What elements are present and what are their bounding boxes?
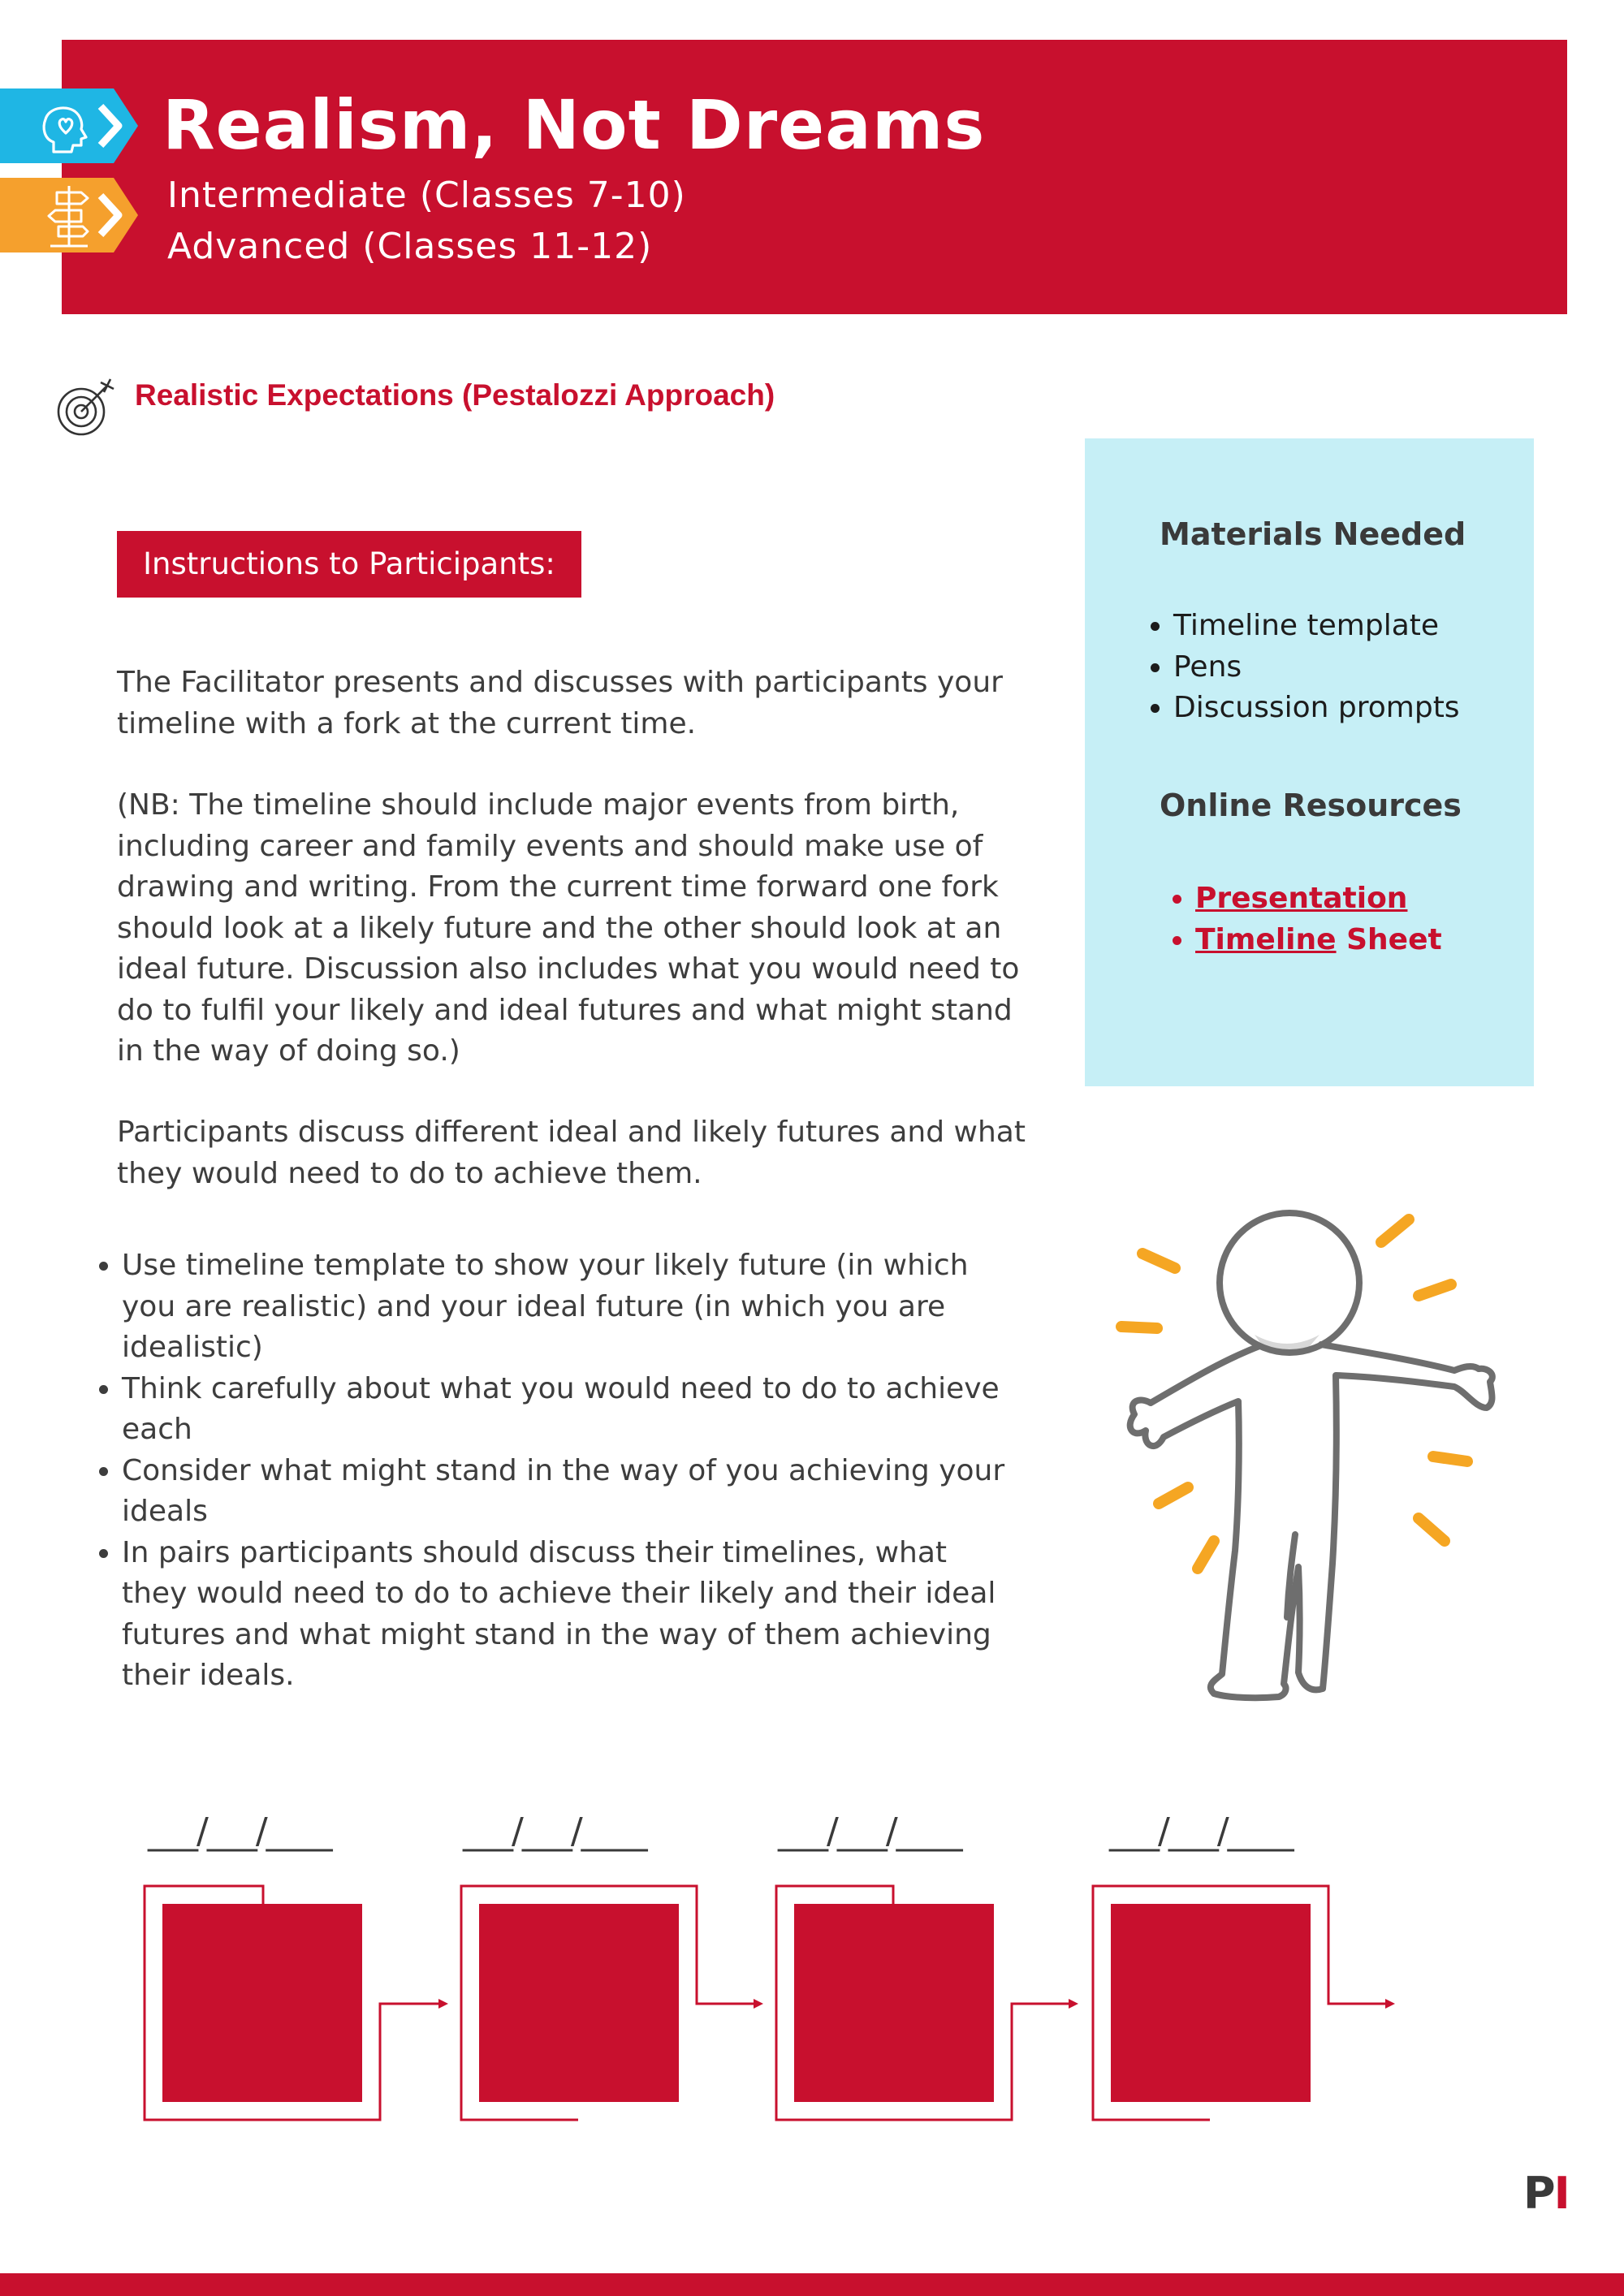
level-advanced: Advanced (Classes 11-12) [167,226,653,267]
presentation-link[interactable]: Presentation [1195,882,1408,915]
instruction-note: (NB: The timeline should include major events from birth, including career and family events and should make use of drawing and writing. From the current time forward one fork should look at a likely future and the other should look at an ideal future. Discussion also includes what you would need to do to fulfil your likely and ideal futures and what might stand in the way of doing so.) [117,788,1020,1068]
timeline-box-2 [479,1904,679,2102]
resource-item-timeline [1195,920,1569,961]
timeline-box-3 [794,1904,994,2102]
list-item: • Consider what might stand in the way of you achieving your ideals [122,1451,1015,1533]
list-item: • Use timeline template to show your likely future (in which you are realistic) and your ideal future (in which you are idealistic) [122,1245,1015,1369]
footer-bar [0,2273,1624,2296]
list-item: • Think carefully about what you would need to do to achieve each [122,1369,1015,1451]
materials-list [1133,606,1555,729]
timeline-diagram [0,1867,1624,2135]
materials-heading: Materials Needed [1160,516,1466,552]
level-intermediate: Intermediate (Classes 7-10) [167,175,686,216]
resources-heading: Online Resources [1160,788,1462,823]
date-field-4: ___/___/____ [1109,1810,1293,1852]
resource-item-presentation [1195,878,1569,920]
date-field-1: ___/___/____ [148,1810,331,1852]
list-item: • Pens [1173,647,1555,688]
steps-list [81,1245,1015,1697]
date-field-3: ___/___/____ [778,1810,961,1852]
logo-letter-i: I [1553,2168,1569,2219]
instruction-paragraph: Participants discuss different ideal and likely futures and what they would need to do to achieve them. [117,1116,1026,1190]
list-item: • In pairs participants should discuss their timelines, what they would need to do to achieve their likely and their ideal futures and what might stand in the way of them achieving their ideals. [122,1533,1015,1697]
activity-title: Realistic Expectations (Pestalozzi Approach) [135,378,775,412]
list-item: • Discussion prompts [1173,688,1555,729]
person-shrugging-icon [1100,1202,1522,1705]
timeline-box-4 [1111,1904,1311,2102]
logo-letter-p: P [1523,2168,1554,2219]
date-field-2: ___/___/____ [463,1810,646,1852]
instruction-paragraph: The Facilitator presents and discusses with participants your timeline with a fork at the current time. [117,666,1003,740]
pi-logo [1523,2168,1569,2219]
tag-advanced [0,178,138,252]
target-arrow-icon [54,376,115,438]
timeline-link[interactable]: Timeline [1195,922,1337,956]
tag-intermediate [0,88,138,163]
resources-list [1155,878,1569,960]
timeline-link-suffix: Sheet [1336,922,1442,956]
page-title: Realism, Not Dreams [162,85,986,165]
instructions-heading: Instructions to Participants: [117,531,581,598]
timeline-box-1 [162,1904,362,2102]
list-item: • Timeline template [1173,606,1555,647]
